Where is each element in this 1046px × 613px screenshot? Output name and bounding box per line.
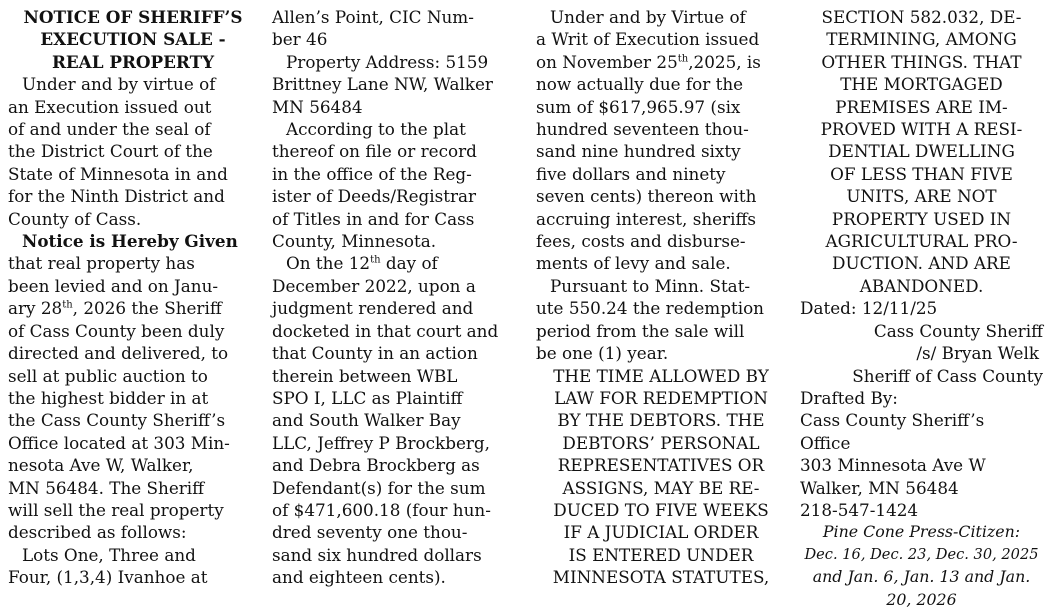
ordinal-suffix: th bbox=[677, 53, 689, 65]
text-line: County, Minnesota. bbox=[272, 231, 437, 252]
text-line: fees, costs and disburse- bbox=[536, 231, 746, 252]
caps-text-line: AGRICULTURAL PRO- bbox=[825, 231, 1018, 252]
text-line: Four, (1,3,4) Ivanhoe at bbox=[8, 567, 208, 588]
text-line: of Cass County been duly bbox=[8, 320, 225, 341]
notice-title-line: EXECUTION SALE - bbox=[40, 29, 226, 50]
dated-line: Dated: 12/11/25 bbox=[800, 298, 938, 319]
text-line: Defendant(s) for the sum bbox=[272, 477, 486, 498]
text-line: accruing interest, sheriffs bbox=[536, 208, 756, 229]
signature-line: Sheriff of Cass County bbox=[852, 365, 1043, 386]
text-line: County of Cass. bbox=[8, 208, 142, 229]
text-line: State of Minnesota in and bbox=[8, 163, 228, 184]
caps-text-line: TERMINING, AMONG bbox=[826, 29, 1017, 50]
sale-date-text: ary 28 bbox=[8, 298, 63, 319]
caps-text-line: ASSIGNS, MAY BE RE- bbox=[562, 477, 760, 498]
text-line: Lots One, Three and bbox=[22, 544, 196, 565]
drafted-by-line: 303 Minnesota Ave W bbox=[800, 455, 986, 476]
text-line: five dollars and ninety bbox=[536, 163, 726, 184]
writ-date-text: on November 25 bbox=[536, 51, 678, 72]
sale-date-line bbox=[8, 297, 258, 319]
caps-text-line: THE MORTGAGED bbox=[840, 74, 1003, 95]
drafted-by-line: Walker, MN 56484 bbox=[800, 477, 959, 498]
caps-text-line: LAW FOR REDEMPTION bbox=[554, 387, 768, 408]
text-line: docketed in that court and bbox=[272, 320, 499, 341]
text-line: Allen’s Point, CIC Num- bbox=[272, 7, 474, 27]
caps-text-line: IS ENTERED UNDER bbox=[568, 544, 754, 565]
text-line: the highest bidder in at bbox=[8, 387, 209, 408]
text-line: therein between WBL bbox=[272, 365, 458, 386]
text-line: sum of $617,965.97 (six bbox=[536, 96, 741, 117]
text-line: sand nine hundred sixty bbox=[536, 141, 741, 162]
text-line: ments of levy and sale. bbox=[536, 253, 731, 274]
caps-text-line: DENTIAL DWELLING bbox=[828, 141, 1015, 162]
text-line: December 2022, upon a bbox=[272, 275, 476, 296]
drafted-by-line: Drafted By: bbox=[800, 387, 898, 408]
text-line: sand six hundred dollars bbox=[272, 544, 482, 565]
text-line: Office located at 303 Min- bbox=[8, 432, 230, 453]
text-line: nesota Ave W, Walker, bbox=[8, 455, 194, 476]
caps-text-line: PROVED WITH A RESI- bbox=[820, 119, 1023, 140]
text-line: thereof on file or record bbox=[272, 141, 477, 162]
property-address-line: Brittney Lane NW, Walker bbox=[272, 74, 493, 95]
column-2 bbox=[272, 6, 522, 589]
text-line: an Execution issued out bbox=[8, 96, 212, 117]
text-line: seven cents) thereon with bbox=[536, 186, 757, 207]
caps-text-line: OF LESS THAN FIVE bbox=[830, 163, 1013, 184]
text-line: According to the plat bbox=[286, 119, 466, 140]
notice-given-heading: Notice is Hereby Given bbox=[22, 231, 238, 252]
signature-line: Cass County Sheriff bbox=[873, 320, 1043, 341]
text-line: of and under the seal of bbox=[8, 119, 211, 140]
text-line: and Debra Brockberg as bbox=[272, 455, 480, 476]
caps-text-line: THE TIME ALLOWED BY bbox=[553, 365, 769, 386]
publication-line: Dec. 16, Dec. 23, Dec. 30, 2025 bbox=[804, 545, 1039, 563]
notice-title-line: REAL PROPERTY bbox=[51, 51, 215, 72]
caps-text-line: UNITS, ARE NOT bbox=[846, 186, 997, 207]
text-line: ute 550.24 the redemption bbox=[536, 298, 764, 319]
drafted-by-line: 218-547-1424 bbox=[800, 499, 919, 520]
column-3 bbox=[536, 6, 786, 589]
text-line: be one (1) year. bbox=[536, 343, 669, 364]
text-line: that County in an action bbox=[272, 343, 478, 364]
drafted-by-line: Cass County Sheriff’s bbox=[800, 410, 985, 431]
caps-text-line: DUCTION. AND ARE bbox=[832, 253, 1011, 274]
text-line: sell at public auction to bbox=[8, 365, 208, 386]
text-line: directed and delivered, to bbox=[8, 343, 229, 364]
ordinal-suffix: th bbox=[370, 254, 381, 266]
text-line: hundred seventeen thou- bbox=[536, 119, 749, 140]
column-4 bbox=[800, 6, 1043, 611]
caps-text-line: DUCED TO FIVE WEEKS bbox=[553, 499, 769, 520]
signature-line: /s/ Bryan Welk bbox=[916, 343, 1039, 364]
publication-line: and Jan. 6, Jan. 13 and Jan. bbox=[812, 567, 1031, 587]
text-line: for the Ninth District and bbox=[8, 186, 225, 207]
text-line: and eighteen cents). bbox=[272, 567, 446, 588]
text-line: will sell the real property bbox=[8, 499, 224, 520]
text-line: the District Court of the bbox=[8, 141, 213, 162]
text-line: been levied and on Janu- bbox=[8, 275, 219, 296]
caps-text-line: DEBTORS’ PERSONAL bbox=[562, 432, 760, 453]
text-line: ber 46 bbox=[272, 29, 328, 50]
sale-date-text: , 2026 the Sheriff bbox=[72, 298, 222, 319]
text-line: a Writ of Execution issued bbox=[536, 29, 760, 50]
caps-text-line: SECTION 582.032, DE- bbox=[821, 7, 1022, 27]
text-line: ister of Deeds/Registrar bbox=[272, 186, 477, 207]
text-line: in the office of the Reg- bbox=[272, 163, 472, 184]
column-1 bbox=[8, 6, 258, 589]
caps-text-line: PROPERTY USED IN bbox=[831, 208, 1012, 229]
text-line: Under and by Virtue of bbox=[550, 7, 746, 27]
caps-text-line: IF A JUDICIAL ORDER bbox=[563, 522, 759, 543]
text-line: described as follows: bbox=[8, 522, 187, 543]
text-line: MN 56484. The Sheriff bbox=[8, 477, 205, 498]
text-line: of Titles in and for Cass bbox=[272, 208, 475, 229]
caps-text-line: MINNESOTA STATUTES, bbox=[552, 567, 770, 588]
text-line: SPO I, LLC as Plaintiff bbox=[272, 387, 463, 408]
writ-date-line bbox=[536, 51, 786, 73]
text-line: Under and by virtue of bbox=[22, 74, 216, 95]
publication-line: Pine Cone Press-Citizen: bbox=[822, 522, 1021, 542]
caps-text-line: ABANDONED. bbox=[859, 275, 984, 296]
notice-title-line: NOTICE OF SHERIFF’S bbox=[23, 7, 243, 27]
caps-text-line: PREMISES ARE IM- bbox=[835, 96, 1008, 117]
caps-text-line: BY THE DEBTORS. THE bbox=[557, 410, 765, 431]
publication-line: 20, 2026 bbox=[886, 589, 957, 609]
text-line: period from the sale will bbox=[536, 320, 745, 341]
ordinal-suffix: th bbox=[62, 299, 73, 311]
writ-date-text: ,2025, is bbox=[688, 51, 761, 72]
property-address-line: Property Address: 5159 bbox=[286, 51, 489, 72]
text-line: Pursuant to Minn. Stat- bbox=[550, 275, 751, 296]
property-address-line: MN 56484 bbox=[272, 96, 363, 117]
text-line: dred seventy one thou- bbox=[272, 522, 468, 543]
judgment-date-text: On the 12 bbox=[286, 253, 371, 274]
caps-text-line: REPRESENTATIVES OR bbox=[557, 455, 765, 476]
drafted-by-line: Office bbox=[800, 432, 851, 453]
judgment-date-line bbox=[272, 252, 522, 274]
text-line: that real property has bbox=[8, 253, 195, 274]
judgment-date-text: day of bbox=[380, 253, 438, 274]
text-line: the Cass County Sheriff’s bbox=[8, 410, 226, 431]
text-line: of $471,600.18 (four hun- bbox=[272, 499, 491, 520]
caps-text-line: OTHER THINGS. THAT bbox=[821, 51, 1022, 72]
text-line: and South Walker Bay bbox=[272, 410, 461, 431]
text-line: judgment rendered and bbox=[272, 298, 474, 319]
text-line: now actually due for the bbox=[536, 74, 744, 95]
text-line: LLC, Jeffrey P Brockberg, bbox=[272, 432, 490, 453]
